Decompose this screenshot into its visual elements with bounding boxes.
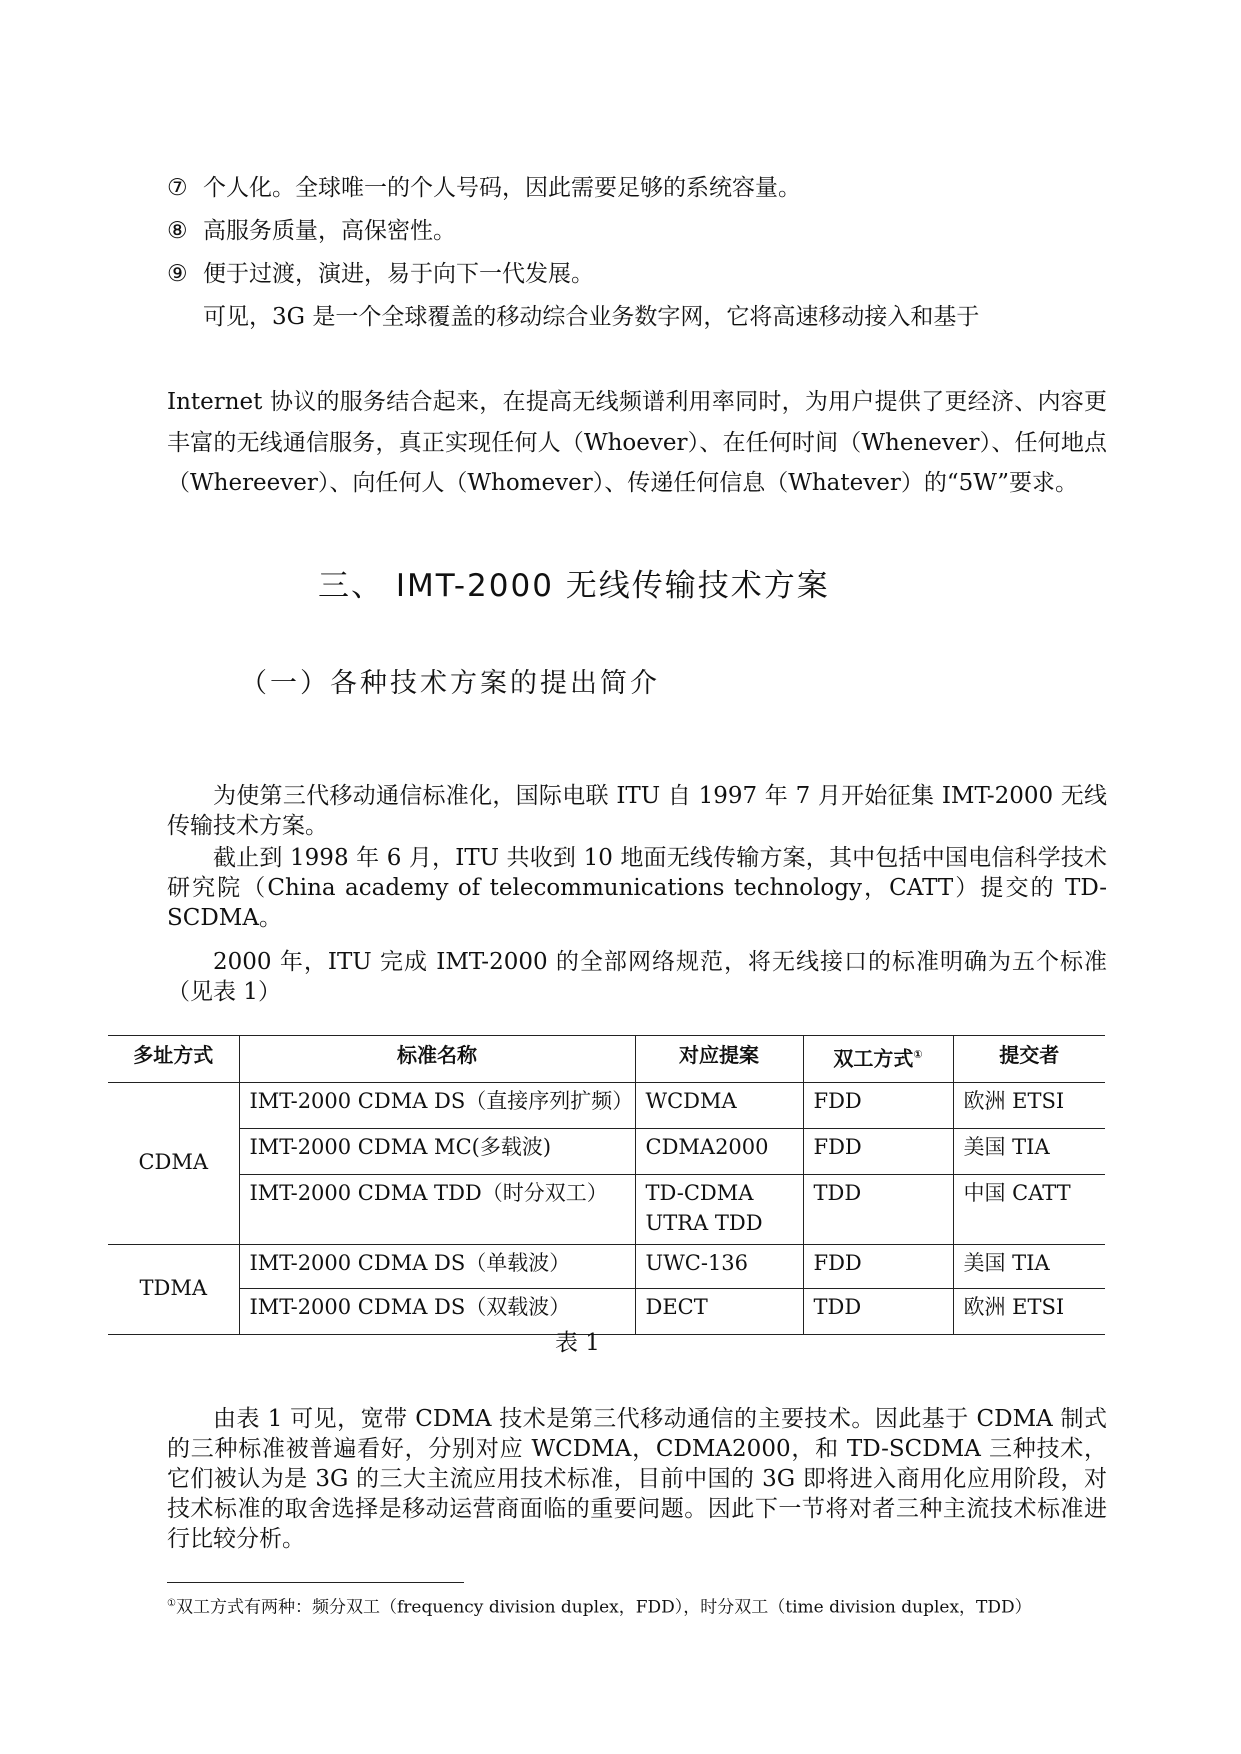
- list-marker: ⑧: [167, 218, 188, 244]
- duplex-cell: FDD: [803, 1244, 953, 1288]
- paragraph-2000: 2000 年，ITU 完成 IMT-2000 的全部网络规范，将无线接口的标准明确为五个标准（见表 1）: [167, 949, 1107, 1005]
- header-submitter: 提交者: [953, 1036, 1105, 1083]
- list-marker: ⑦: [167, 175, 188, 201]
- footnote-mark: ①: [167, 1598, 176, 1609]
- header-duplex: [803, 1036, 953, 1083]
- standard-cell: IMT-2000 CDMA DS（单载波）: [239, 1244, 635, 1288]
- table-caption: 表 1: [555, 1330, 600, 1356]
- table-row: [108, 1244, 1105, 1288]
- paragraph-3g-first-line: 可见，3G 是一个全球覆盖的移动综合业务数字网，它将高速移动接入和基于: [203, 304, 980, 330]
- paragraph-3g-continued: Internet 协议的服务结合起来，在提高无线频谱利用率同时，为用户提供了更经济、内容更丰富的无线通信服务，真正实现任何人（Whoever）、在任何时间（Whenever）、任何地点（Whereever）、向任何人（Whomever）、传递任何信息（Whatever）的“5W”要求。: [167, 389, 1107, 496]
- duplex-cell: FDD: [803, 1128, 953, 1174]
- footnote: [167, 1592, 1032, 1620]
- proposal-cell: [635, 1174, 803, 1244]
- table-row: [108, 1128, 1105, 1174]
- table-row: [108, 1174, 1105, 1244]
- table-header-row: [108, 1036, 1105, 1083]
- access-method-cell: TDMA: [108, 1244, 239, 1334]
- table-row: [108, 1082, 1105, 1128]
- header-proposal: 对应提案: [635, 1036, 803, 1083]
- submitter-cell: 欧洲 ETSI: [953, 1288, 1105, 1334]
- paragraph-catt: 截止到 1998 年 6 月，ITU 共收到 10 地面无线传输方案，其中包括中国电信科学技术研究院（China academy of telecommunications technology，CATT）提交的 TD-SCDMA。: [167, 845, 1107, 931]
- list-item: [167, 260, 594, 288]
- proposal-line: TD-CDMA: [645, 1180, 754, 1205]
- list-marker: ⑨: [167, 261, 188, 287]
- submitter-cell: 中国 CATT: [953, 1174, 1105, 1244]
- standard-cell: IMT-2000 CDMA DS（双载波）: [239, 1288, 635, 1334]
- proposal-cell: CDMA2000: [635, 1128, 803, 1174]
- proposal-cell: WCDMA: [635, 1082, 803, 1128]
- standard-cell: IMT-2000 CDMA TDD（时分双工）: [239, 1174, 635, 1244]
- list-item-text: 便于过渡，演进，易于向下一代发展。: [203, 261, 594, 287]
- header-access-method: 多址方式: [108, 1036, 239, 1083]
- submitter-cell: 美国 TIA: [953, 1244, 1105, 1288]
- section-heading: 三、 IMT-2000 无线传输技术方案: [318, 568, 830, 604]
- duplex-cell: TDD: [803, 1288, 953, 1334]
- footnote-divider: [167, 1582, 464, 1583]
- header-duplex-label: 双工方式: [833, 1046, 914, 1071]
- duplex-cell: TDD: [803, 1174, 953, 1244]
- list-item-text: 个人化。全球唯一的个人号码，因此需要足够的系统容量。: [203, 175, 801, 201]
- duplex-cell: FDD: [803, 1082, 953, 1128]
- standards-table: [108, 1035, 1105, 1335]
- paragraph-conclusion: 由表 1 可见，宽带 CDMA 技术是第三代移动通信的主要技术。因此基于 CDMA 制式的三种标准被普遍看好，分别对应 WCDMA，CDMA2000，和 TD-SCDMA 三种技术，它们被认为是 3G 的三大主流应用技术标准，目前中国的 3G 即将进入商用化应用阶段，对技术标准的取舍选择是移动运营商面临的重要问题。因此下一节将对者三种主流技术标准进行比较分析。: [167, 1406, 1107, 1552]
- proposal-cell: UWC-136: [635, 1244, 803, 1288]
- table-row: [108, 1288, 1105, 1334]
- access-method-cell: CDMA: [108, 1082, 239, 1244]
- list-item: [167, 217, 456, 245]
- proposal-line: UTRA TDD: [645, 1210, 763, 1235]
- footnote-reference: ①: [913, 1048, 923, 1061]
- list-item-text: 高服务质量，高保密性。: [203, 218, 456, 244]
- standard-cell: IMT-2000 CDMA MC(多载波): [239, 1128, 635, 1174]
- standard-cell: IMT-2000 CDMA DS（直接序列扩频）: [239, 1082, 635, 1128]
- proposal-cell: DECT: [635, 1288, 803, 1334]
- list-item: [167, 174, 801, 202]
- submitter-cell: 美国 TIA: [953, 1128, 1105, 1174]
- footnote-text: 双工方式有两种：频分双工（frequency division duplex，FDD），时分双工（time division duplex，TDD）: [175, 1597, 1032, 1618]
- paragraph-itu: 为使第三代移动通信标准化，国际电联 ITU 自 1997 年 7 月开始征集 IMT-2000 无线传输技术方案。: [167, 783, 1108, 839]
- header-standard-name: 标准名称: [239, 1036, 635, 1083]
- subsection-heading: （一）各种技术方案的提出简介: [240, 668, 660, 699]
- submitter-cell: 欧洲 ETSI: [953, 1082, 1105, 1128]
